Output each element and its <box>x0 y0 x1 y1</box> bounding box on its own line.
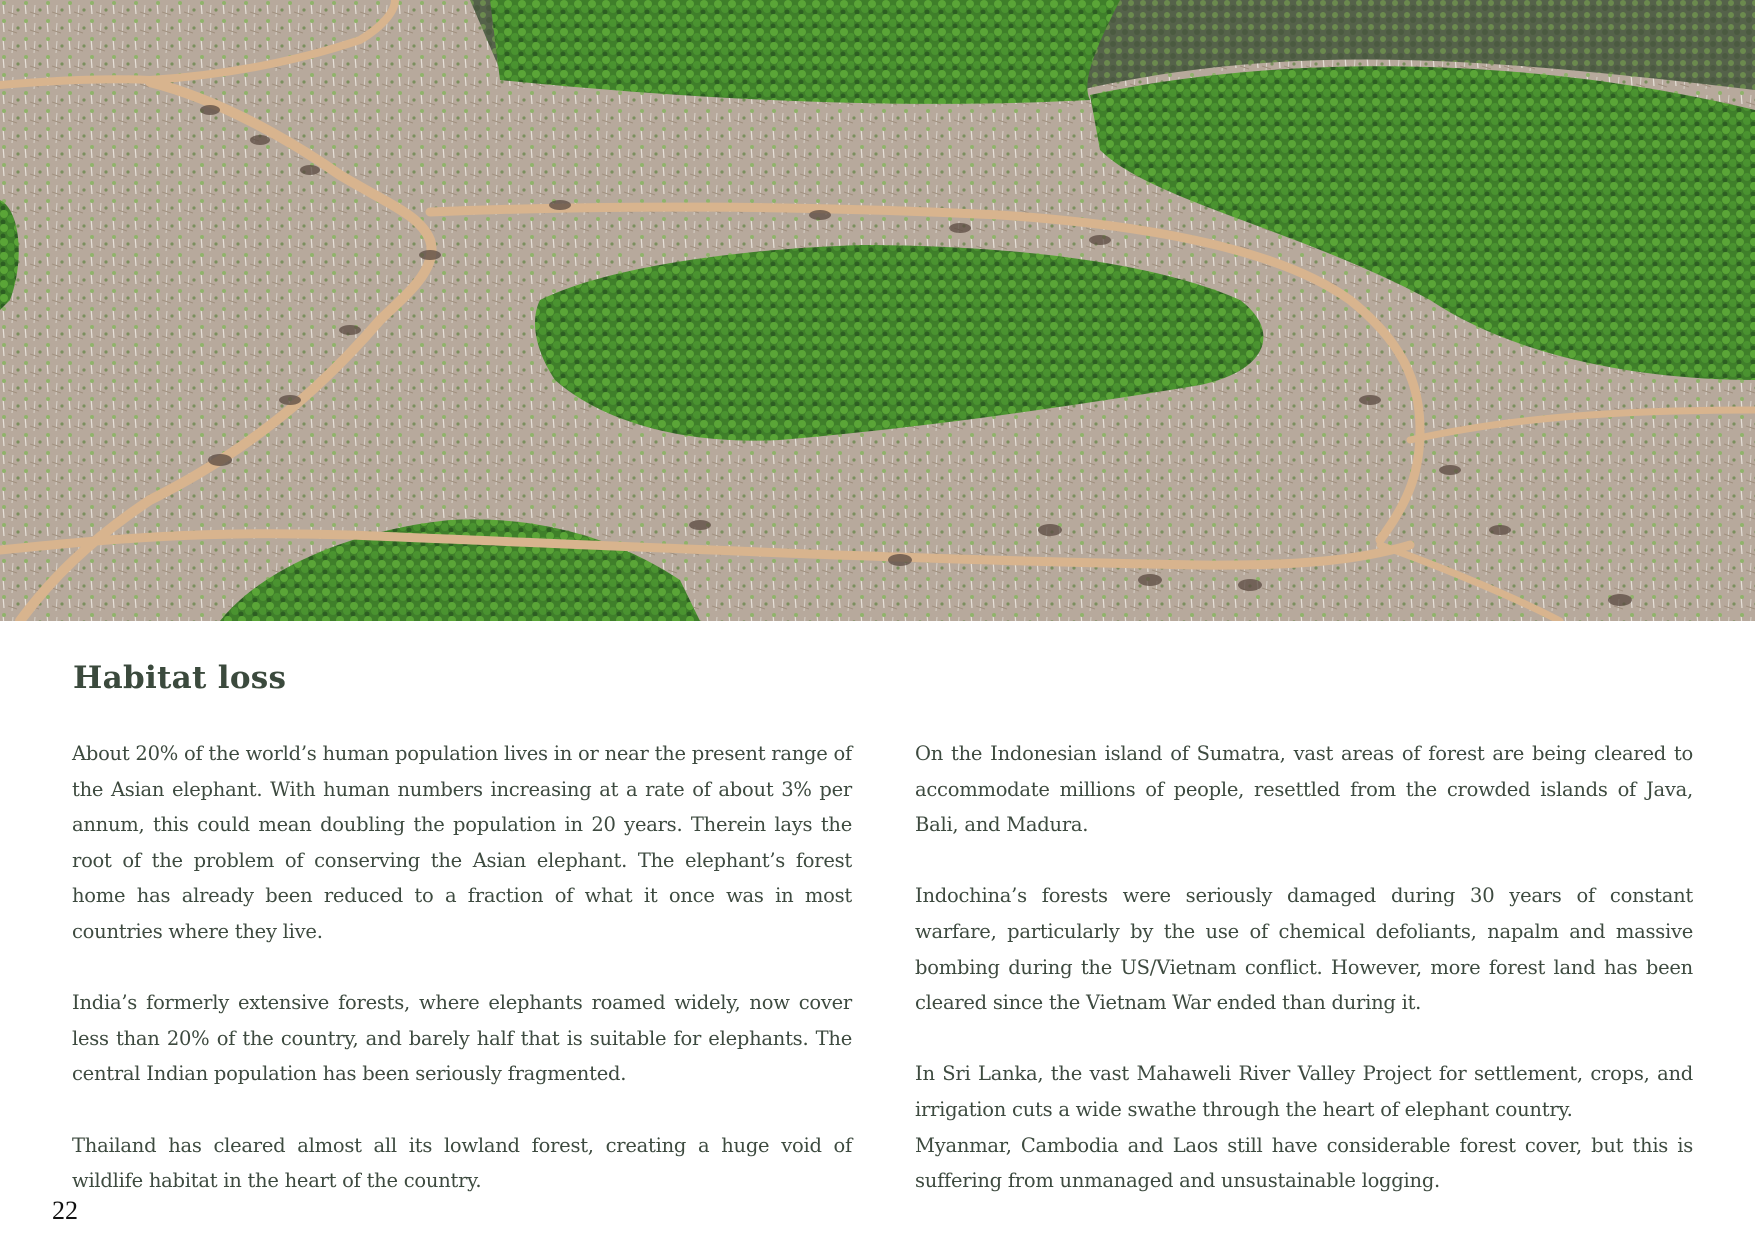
paragraph-sri-lanka: In Sri Lanka, the vast Mahaweli River Valley Project for settlement, crops, and irrigation cuts a wide swathe through the heart of elephant country. <box>915 1062 1693 1121</box>
paragraph-sumatra: On the Indonesian island of Sumatra, vast areas of forest are being cleared to accommodate millions of people, resettled from the crowded islands of Java, Bali, and Madura. <box>915 742 1693 837</box>
left-column <box>72 736 852 1234</box>
paragraph-thailand: Thailand has cleared almost all its lowland forest, creating a huge void of wildlife habitat in the heart of the country. <box>72 1133 852 1193</box>
paragraph-indochina: Indochina’s forests were seriously damaged during 30 years of constant warfare, particularly by the use of chemical defoliants, napalm and massive bombing during the US/Vietnam conflict. However, more forest land has been cleared since the Vietnam War ended than during it. <box>915 884 1693 1015</box>
paragraph-population: About 20% of the world’s human population lives in or near the present range of the Asian elephant. With human numbers increasing at a rate of about 3% per annum, this could mean doubling the population in 20 years. Therein lays the root of the problem of conserving the Asian elephant. The elephant’s forest home has already been reduced to a fraction of what it once was in most countries where they live. <box>72 742 852 943</box>
paragraph-myanmar: Myanmar, Cambodia and Laos still have considerable forest cover, but this is suffering from unmanaged and unsustainable logging. <box>915 1133 1693 1193</box>
section-heading: Habitat loss <box>73 660 287 696</box>
right-column <box>915 736 1693 1234</box>
paragraph-india: India’s formerly extensive forests, where elephants roamed widely, now cover less than 20% of the country, and barely half that is suitable for elephants. The central Indian population has been seriously fragmented. <box>72 991 852 1086</box>
page-number: 22 <box>52 1196 78 1225</box>
